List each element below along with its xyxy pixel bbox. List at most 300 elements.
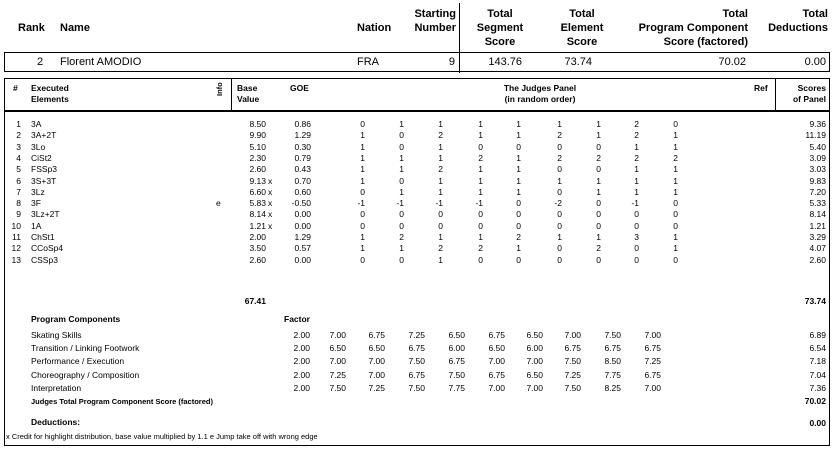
judge-score: 0 [478, 209, 483, 220]
element-number: 10 [11, 220, 21, 231]
element-number: 13 [11, 254, 21, 265]
element-panel-score: 7.20 [809, 186, 826, 197]
judge-mark: 6.00 [526, 343, 543, 354]
element-panel-score: 9.36 [809, 119, 826, 129]
judge-score: 1 [438, 175, 443, 186]
judge-score: 0 [634, 243, 639, 254]
judge-mark: 6.00 [448, 343, 465, 354]
element-base-value: 2.60 [249, 254, 266, 265]
judge-score: 0 [399, 254, 404, 265]
header-divider [459, 3, 460, 73]
skater-deductions: 0.00 [804, 56, 826, 68]
element-number: 3 [16, 141, 21, 152]
element-bonus-mark: x [268, 175, 273, 186]
judge-mark: 6.75 [448, 356, 465, 367]
component-factor: 2.00 [293, 369, 310, 380]
skater-rank: 2 [36, 56, 44, 68]
judge-score: 0 [673, 220, 678, 231]
judge-mark: 7.00 [329, 330, 346, 340]
judge-score: 0 [596, 198, 601, 209]
judge-score: 1 [360, 175, 365, 186]
judge-score: 1 [557, 119, 562, 129]
judge-score: 2 [478, 152, 483, 163]
judge-score: 2 [596, 152, 601, 163]
judge-mark: 6.50 [368, 343, 385, 354]
pcs-total-value: 70.02 [804, 396, 826, 406]
judge-mark: 7.25 [368, 382, 385, 393]
component-factor: 2.00 [293, 356, 310, 367]
component-factor: 2.00 [293, 382, 310, 393]
judge-score: 1 [516, 243, 521, 254]
judge-score: 0 [673, 254, 678, 265]
element-panel-score: 5.33 [809, 198, 826, 209]
info-header: Info [215, 82, 224, 96]
element-goe: 0.00 [294, 209, 311, 220]
judge-mark: 7.00 [368, 369, 385, 380]
judge-mark: 7.50 [408, 382, 425, 393]
judge-score: 0 [557, 141, 562, 152]
element-base-value: 9.90 [249, 130, 266, 141]
element-code: 3A+2T [31, 130, 57, 141]
element-code: 3Lz [31, 186, 45, 197]
element-base-value: 8.50 [249, 119, 266, 129]
judge-score: 1 [438, 141, 443, 152]
judge-score: 0 [399, 141, 404, 152]
judge-score: 0 [557, 220, 562, 231]
element-panel-score: 4.07 [809, 243, 826, 254]
element-panel-score: 3.29 [809, 232, 826, 242]
element-panel-score: 11.19 [805, 130, 826, 141]
judge-score: 1 [557, 232, 562, 242]
judge-score: 1 [673, 175, 678, 186]
judge-score: 0 [596, 209, 601, 220]
judge-score: 1 [673, 243, 678, 254]
element-bonus-mark: x [268, 198, 273, 209]
element-base-value: 5.83 [249, 198, 266, 209]
component-row [0, 356, 834, 367]
skater-pcs-score: 70.02 [718, 56, 746, 68]
judge-score: 0 [360, 186, 365, 197]
element-panel-score: 2.60 [809, 254, 826, 265]
judge-score: 2 [557, 130, 562, 141]
judge-mark: 7.00 [488, 356, 505, 367]
judge-score: 1 [634, 164, 639, 175]
judge-score: 0 [596, 254, 601, 265]
judge-mark: 6.75 [488, 330, 505, 340]
number-header: # [13, 83, 18, 93]
element-number: 1 [16, 119, 21, 129]
base-value-total: 67.41 [244, 296, 266, 306]
element-base-value: 3.50 [249, 243, 266, 254]
judge-mark: 6.50 [526, 330, 543, 340]
judge-score: 1 [516, 186, 521, 197]
element-code: CCoSp4 [31, 243, 64, 254]
judge-score: 0 [557, 254, 562, 265]
judge-score: 1 [673, 141, 678, 152]
element-number: 7 [16, 186, 21, 197]
ref-header: Ref [754, 83, 768, 93]
judge-score: 0 [557, 186, 562, 197]
element-panel-score: 9.83 [809, 175, 826, 186]
judge-score: 1 [634, 175, 639, 186]
judge-mark: 7.50 [329, 382, 346, 393]
deductions-label: Deductions: [31, 417, 81, 427]
table-row [0, 209, 834, 220]
judge-score: 1 [673, 232, 678, 242]
element-base-value: 9.13 [249, 175, 266, 186]
judge-score: 0 [634, 220, 639, 231]
table-row [0, 153, 834, 164]
judge-score: 1 [360, 130, 365, 141]
judge-score: -1 [475, 198, 483, 209]
judge-mark: 8.25 [604, 382, 621, 393]
judge-mark: 8.50 [604, 356, 621, 367]
judge-mark: 6.75 [564, 343, 581, 354]
judge-score: 1 [360, 152, 365, 163]
element-panel-score: 8.14 [809, 209, 826, 220]
judge-score: 1 [399, 119, 404, 129]
element-goe: 0.70 [294, 175, 311, 186]
judge-score: 0 [516, 198, 521, 209]
element-panel-score: 1.21 [809, 220, 826, 231]
judge-score: 1 [438, 254, 443, 265]
element-number: 8 [16, 198, 21, 209]
judge-mark: 6.75 [408, 369, 425, 380]
element-number: 9 [16, 209, 21, 220]
element-code: 3S+3T [31, 175, 57, 186]
judge-score: 0 [516, 209, 521, 220]
judge-mark: 7.50 [604, 330, 621, 340]
judge-score: 2 [478, 243, 483, 254]
judge-score: 1 [399, 243, 404, 254]
pcs-total-label: Judges Total Program Component Score (factored) [31, 397, 213, 406]
judge-score: 1 [399, 152, 404, 163]
name-header: Name [60, 22, 90, 34]
judge-score: 2 [399, 232, 404, 242]
judge-score: 1 [478, 119, 483, 129]
judge-mark: 7.75 [448, 382, 465, 393]
judge-score: 0 [557, 209, 562, 220]
element-code: 3A [31, 119, 42, 129]
element-code: 3F [31, 198, 41, 209]
element-number: 2 [16, 130, 21, 141]
judge-score: 0 [399, 175, 404, 186]
skater-starting-number: 9 [448, 56, 455, 68]
element-base-value: 2.60 [249, 164, 266, 175]
judge-mark: 7.00 [488, 382, 505, 393]
component-row [0, 383, 834, 394]
judge-score: 1 [596, 175, 601, 186]
table-row [0, 255, 834, 266]
pcs-score-header: Total Program Component Score (factored) [638, 8, 748, 48]
component-factor: 2.00 [293, 330, 310, 340]
table-row [0, 221, 834, 232]
deductions-header: Total Deductions [768, 8, 828, 34]
skater-nation: FRA [357, 56, 379, 68]
judge-score: 0 [438, 209, 443, 220]
judge-score: 1 [399, 164, 404, 175]
judge-mark: 7.00 [329, 356, 346, 367]
component-row [0, 343, 834, 354]
footnote: x Credit for highlight distribution, base value multiplied by 1.1 e Jump take off with wrong edge [6, 432, 318, 441]
table-row [0, 164, 834, 175]
judge-score: 1 [596, 130, 601, 141]
judge-score: -2 [554, 198, 562, 209]
element-base-value: 5.10 [249, 141, 266, 152]
judge-mark: 7.00 [526, 356, 543, 367]
element-bonus-mark: x [268, 186, 273, 197]
component-name: Interpretation [31, 382, 82, 393]
judge-score: 1 [438, 119, 443, 129]
judge-mark: 7.00 [644, 382, 661, 393]
element-number: 4 [16, 152, 21, 163]
judge-score: 2 [438, 164, 443, 175]
judges-panel-header: The Judges Panel (in random order) [503, 83, 577, 104]
component-row [0, 370, 834, 381]
judge-score: 2 [634, 130, 639, 141]
element-info: e [216, 198, 221, 209]
judge-score: 1 [360, 243, 365, 254]
table-row [0, 232, 834, 243]
judge-score: 0 [634, 254, 639, 265]
component-score: 6.89 [809, 330, 826, 340]
table-row [0, 176, 834, 187]
element-code: CSSp3 [31, 254, 58, 265]
element-goe: 0.00 [294, 220, 311, 231]
element-bonus-mark: x [268, 209, 273, 220]
element-number: 5 [16, 164, 21, 175]
judge-score: 1 [516, 130, 521, 141]
scores-of-panel-header: Scores of Panel [792, 83, 826, 104]
judge-score: 1 [360, 232, 365, 242]
judge-score: 0 [478, 254, 483, 265]
element-goe: 0.79 [294, 152, 311, 163]
judge-score: 1 [478, 164, 483, 175]
elements-header-box [4, 78, 830, 111]
element-base-value: 2.30 [249, 152, 266, 163]
judge-score: -1 [631, 198, 639, 209]
judge-score: -1 [357, 198, 365, 209]
judge-score: 2 [516, 232, 521, 242]
element-base-value: 1.21 [249, 220, 266, 231]
judge-mark: 7.25 [644, 356, 661, 367]
element-goe: 1.29 [294, 232, 311, 242]
judge-score: 0 [634, 209, 639, 220]
component-score: 7.36 [809, 382, 826, 393]
component-score: 7.18 [809, 356, 826, 367]
judge-score: 2 [634, 152, 639, 163]
judge-score: 1 [673, 130, 678, 141]
judge-score: -1 [435, 198, 443, 209]
judge-score: 0 [596, 141, 601, 152]
judge-score: 1 [478, 175, 483, 186]
judge-score: 1 [596, 119, 601, 129]
skater-element-score: 73.74 [564, 56, 592, 68]
judge-score: 1 [673, 186, 678, 197]
judge-score: 3 [634, 232, 639, 242]
judge-score: 1 [516, 164, 521, 175]
nation-header: Nation [357, 22, 392, 34]
element-panel-score: 3.03 [809, 164, 826, 175]
judge-score: 2 [634, 119, 639, 129]
judge-score: 0 [673, 119, 678, 129]
element-number: 11 [12, 232, 21, 242]
element-code: 3Lo [31, 141, 46, 152]
judge-mark: 6.75 [408, 343, 425, 354]
judge-score: 0 [478, 220, 483, 231]
judge-score: 0 [478, 141, 483, 152]
judge-score: 1 [360, 141, 365, 152]
judge-mark: 6.75 [644, 343, 661, 354]
judge-score: 1 [634, 141, 639, 152]
judge-mark: 6.75 [368, 330, 385, 340]
rank-header: Rank [18, 22, 45, 34]
element-goe: 0.57 [294, 243, 311, 254]
component-name: Skating Skills [31, 330, 82, 340]
judge-mark: 7.50 [564, 382, 581, 393]
element-code: FSSp3 [31, 164, 57, 175]
judge-mark: 6.50 [448, 330, 465, 340]
component-factor: 2.00 [293, 343, 310, 354]
element-goe: 0.60 [294, 186, 311, 197]
judge-score: 0 [360, 220, 365, 231]
element-goe: 0.86 [294, 119, 311, 129]
element-goe: 1.29 [294, 130, 311, 141]
element-goe: -0.50 [291, 198, 311, 209]
skater-name: Florent AMODIO [60, 56, 142, 68]
judge-score: 1 [438, 232, 443, 242]
component-name: Performance / Execution [31, 356, 125, 367]
element-goe: 0.43 [294, 164, 311, 175]
component-name: Transition / Linking Footwork [31, 343, 140, 354]
judge-mark: 6.50 [526, 369, 543, 380]
judge-score: 2 [673, 152, 678, 163]
judge-score: 1 [634, 186, 639, 197]
judge-score: 1 [478, 186, 483, 197]
judge-mark: 6.50 [488, 343, 505, 354]
judge-score: 1 [596, 232, 601, 242]
judge-mark: 7.75 [604, 369, 621, 380]
judge-score: 0 [360, 209, 365, 220]
element-base-value: 6.60 [249, 186, 266, 197]
judge-mark: 7.00 [564, 330, 581, 340]
judge-mark: 7.25 [564, 369, 581, 380]
table-row [0, 130, 834, 141]
element-panel-score: 3.09 [809, 152, 826, 163]
judge-mark: 7.25 [329, 369, 346, 380]
program-components-header: Program Components [31, 314, 121, 324]
judge-score: 1 [516, 175, 521, 186]
element-code: 1A [31, 220, 42, 231]
judge-score: 0 [557, 164, 562, 175]
element-number: 6 [16, 175, 21, 186]
judge-mark: 7.25 [408, 330, 425, 340]
judge-score: 2 [557, 152, 562, 163]
judge-score: 1 [516, 119, 521, 129]
element-base-value: 2.00 [249, 232, 266, 242]
judge-score: 1 [673, 164, 678, 175]
element-score-header: Total Element Score [560, 8, 604, 48]
element-number: 12 [11, 243, 21, 254]
judge-mark: 7.00 [526, 382, 543, 393]
table-row [0, 198, 834, 209]
judge-mark: 7.50 [564, 356, 581, 367]
judge-score: 0 [360, 254, 365, 265]
judge-score: 0 [438, 220, 443, 231]
segment-score-header: Total Segment Score [476, 8, 524, 48]
element-code: 3Lz+2T [31, 209, 60, 220]
judge-score: 0 [673, 198, 678, 209]
judge-score: 1 [438, 186, 443, 197]
element-goe: 0.30 [294, 141, 311, 152]
judge-mark: 6.75 [488, 369, 505, 380]
judge-score: 1 [596, 186, 601, 197]
judge-score: 0 [557, 243, 562, 254]
judge-score: 1 [478, 232, 483, 242]
base-value-header: Base Value [237, 83, 260, 104]
component-row [0, 330, 834, 341]
judge-score: -1 [396, 198, 404, 209]
judge-score: 0 [596, 220, 601, 231]
starting-number-header: Starting Number [414, 8, 456, 34]
element-code: CiSt2 [31, 152, 52, 163]
goe-header: GOE [290, 83, 309, 93]
element-bonus-mark: x [268, 220, 273, 231]
judge-mark: 6.75 [604, 343, 621, 354]
component-name: Choreography / Composition [31, 369, 140, 380]
judge-mark: 7.50 [408, 356, 425, 367]
element-goe: 0.00 [294, 254, 311, 265]
executed-elements-header: Executed Elements [31, 83, 69, 104]
judge-mark: 6.50 [329, 343, 346, 354]
judge-score: 1 [557, 175, 562, 186]
judge-score: 1 [438, 152, 443, 163]
judge-score: 2 [596, 243, 601, 254]
judge-mark: 6.75 [644, 369, 661, 380]
judge-mark: 7.00 [644, 330, 661, 340]
component-score: 6.54 [809, 343, 826, 354]
factor-header: Factor [284, 314, 310, 324]
table-row [0, 187, 834, 198]
judge-score: 0 [399, 130, 404, 141]
table-row [0, 119, 834, 130]
judge-score: 0 [516, 254, 521, 265]
judge-score: 1 [360, 164, 365, 175]
judge-score: 0 [596, 164, 601, 175]
judge-score: 0 [399, 220, 404, 231]
judge-score: 1 [516, 152, 521, 163]
element-base-value: 8.14 [249, 209, 266, 220]
component-score: 7.04 [809, 369, 826, 380]
judge-score: 0 [673, 209, 678, 220]
judge-score: 1 [478, 130, 483, 141]
element-panel-score: 5.40 [809, 141, 826, 152]
judge-score: 0 [516, 220, 521, 231]
judge-score: 0 [516, 141, 521, 152]
deductions-value: 0.00 [809, 418, 826, 428]
elements-score-total: 73.74 [804, 296, 826, 306]
table-row [0, 142, 834, 153]
judge-score: 2 [438, 243, 443, 254]
table-row [0, 243, 834, 254]
judge-score: 2 [438, 130, 443, 141]
judge-mark: 7.00 [368, 356, 385, 367]
judge-score: 0 [399, 209, 404, 220]
skater-segment-score: 143.76 [488, 56, 522, 68]
judge-mark: 7.50 [448, 369, 465, 380]
element-code: ChSt1 [31, 232, 55, 242]
judge-score: 0 [360, 119, 365, 129]
